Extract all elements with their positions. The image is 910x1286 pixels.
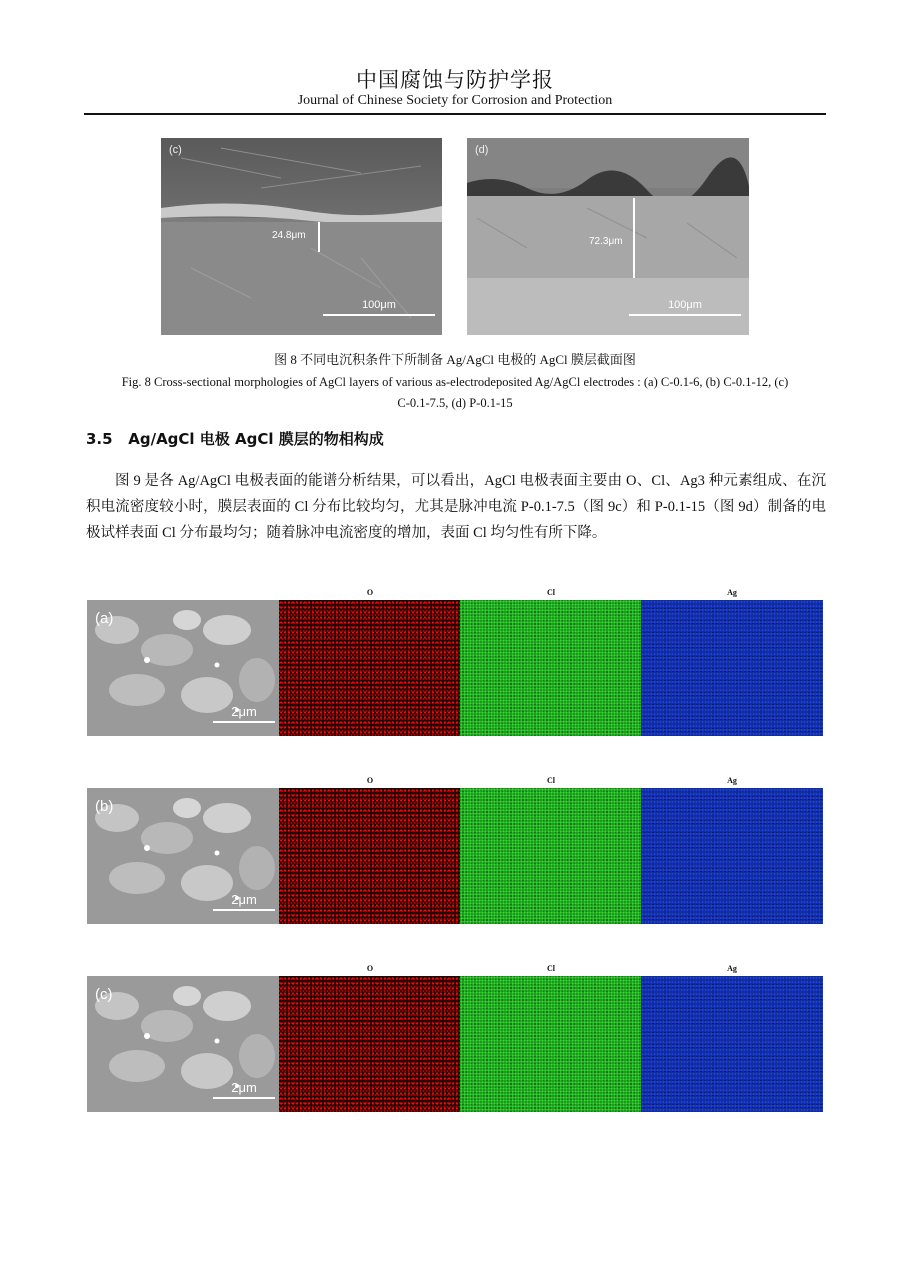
fig9-chlorine-map [460,976,642,1112]
thickness-arrow [318,222,320,252]
fig9-oxygen-map-label: O [366,776,374,785]
thickness-arrow [633,198,635,278]
fig9-silver-map-label: Ag [727,588,737,597]
fig8-panel-c-label: (c) [169,144,182,156]
fig9-chlorine-map [460,788,642,924]
fig9-silver-map [641,600,823,736]
fig9-silver-map [641,788,823,924]
fig9-silver-map-label: Ag [727,776,737,785]
fig8-panel-d-thickness: 72.3μm [589,236,623,247]
fig9-row-label: (a) [95,610,114,627]
section-title: Ag/AgCl 电极 AgCl 膜层的物相构成 [128,430,384,448]
fig8-panel-d-label: (d) [475,144,489,156]
fig8-panel-d-scale-text: 100μm [668,299,702,311]
fig9-sem-image [87,788,279,924]
fig9-row-label: (c) [95,986,113,1003]
scale-bar [213,909,275,911]
fig9-oxygen-map [279,600,461,736]
fig9-scale-text: 2μm [231,1080,257,1095]
fig9-oxygen-map [279,976,461,1112]
journal-title-cn: 中国腐蚀与防护学报 [356,68,554,92]
scale-bar [213,721,275,723]
fig9-oxygen-map [279,788,461,924]
fig8-panel-d [467,138,749,335]
fig8-panel-c-thickness: 24.8μm [272,230,306,241]
fig9-oxygen-map-label: O [366,964,374,973]
header-rule [84,113,826,115]
fig9-chlorine-map [460,600,642,736]
body-paragraph: 图 9 是各 Ag/AgCl 电极表面的能谱分析结果，可以看出，AgCl 电极表面主要由 O、Cl、Ag3 种元素组成、在沉积电流密度较小时，膜层表面的 Cl 分布比较均匀，尤其是脉冲电流 P-0.1-7.5（图 9c）和 P-0.1-15（图 9d）制备的电极试样表面 Cl 分布最均匀；随着脉冲电流密度的增加，表面 Cl 均匀性有所下降。 [86,473,826,541]
fig8-panel-c [161,138,442,335]
fig9-scale-text: 2μm [231,704,257,719]
fig9-row-label: (b) [95,798,114,815]
fig8-caption-en: Fig. 8 Cross-sectional morphologies of AgCl layers of various as-electrodeposited Ag/AgCl electrodes : (a) C-0.1-6, (b) C-0.1-12, (c) C-0.1-7.5, (d) P-0.1-15 [121,375,789,410]
fig9-sem-image [87,600,279,736]
fig9-sem-image [87,976,279,1112]
fig9-chlorine-map-label: Cl [547,776,555,785]
scale-bar [629,314,741,316]
fig9-scale-text: 2μm [231,892,257,907]
scale-bar [213,1097,275,1099]
section-heading [86,428,384,449]
fig9-silver-map [641,976,823,1112]
fig9-chlorine-map-label: Cl [547,588,555,597]
journal-title-en: Journal of Chinese Society for Corrosion and Protection [297,93,613,108]
fig8-caption-cn: 图 8 不同电沉积条件下所制备 Ag/AgCl 电极的 AgCl 膜层截面图 [274,352,636,367]
fig9-chlorine-map-label: Cl [547,964,555,973]
fig8-panel-c-scale-text: 100μm [362,299,396,311]
section-number: 3.5 [86,430,113,448]
scale-bar [323,314,435,316]
body-text [86,468,826,546]
fig9-silver-map-label: Ag [727,964,737,973]
fig9-oxygen-map-label: O [366,588,374,597]
